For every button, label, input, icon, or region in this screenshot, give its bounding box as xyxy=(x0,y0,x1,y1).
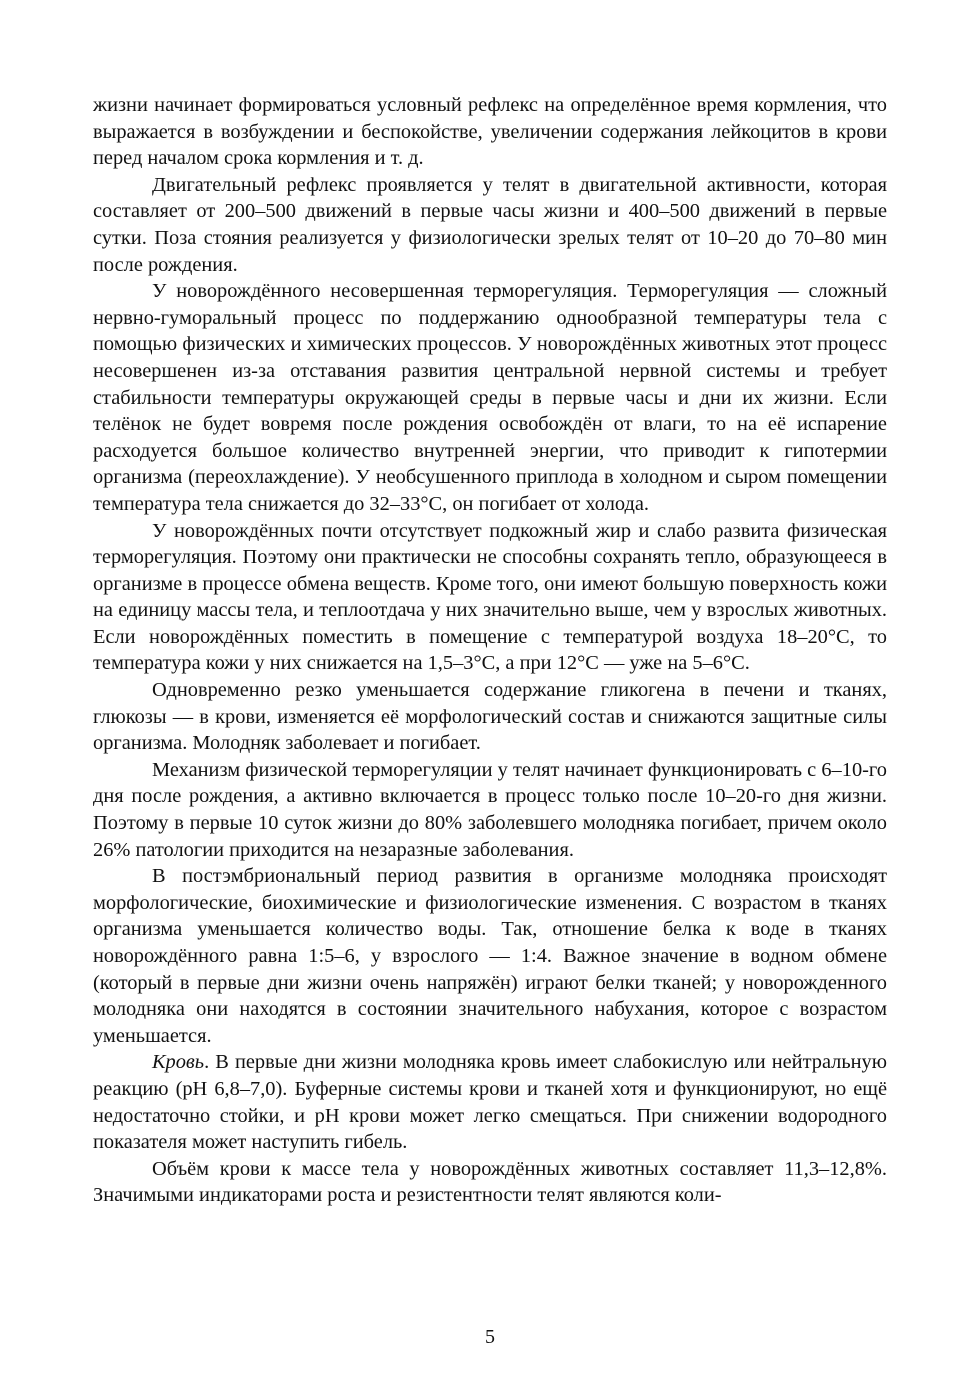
paragraph-glycogen: Одновременно резко уменьшается содержание гликогена в печени и тканях, глюкозы — в крови, изменяется её морфологический состав и снижаются защитные силы организма. Молодняк заболевает и погибает. xyxy=(93,679,887,755)
paragraph-thermoregulation: У новорождённого несовершенная терморегуляция. Терморегуляция — сложный нервно-гуморальный процесс по поддержанию однообразной температуры тела с помощью физических и химических процессов. У новорождённых животных этот процесс несовершенен из-за отставания развития центральной нервной системы и требует стабильности температуры окружающей среды в первые часы и дни их жизни. Если телёнок не будет вовремя после рождения освобождён от влаги, то на её испарение расходуется большое количество внутренней энергии, что приводит к гипотермии организма (переохлаждение). У необсушенного приплода в холодном и сыром помещении температура тела снижается до 32–33°С, он погибает от холода. xyxy=(93,280,887,515)
paragraph-motor-reflex: Двигательный рефлекс проявляется у телят в двигательной активности, которая составляет от 200–500 движений в первые часы жизни и 400–500 движений в первые сутки. Поза стояния реализуется у физиологически зрелых телят от 10–20 до 70–80 мин после рождения. xyxy=(93,173,887,276)
paragraph-postembryonic: В постэмбриональный период развития в организме молодняка происходят морфологические, биохимические и физиологические изменения. С возрастом в тканях организма уменьшается количество воды. Так, отношение белка к воде в тканях новорождённого равна 1:5–6, у взрослого — 1:4. Важное значение в водном обмене (который в первые дни жизни очень напряжён) играют белки тканей; у новорожденного молодняка они находятся в состоянии значительного набухания, которое с возрастом уменьшается. xyxy=(93,865,887,1047)
page-number: 5 xyxy=(485,1326,495,1348)
paragraph-blood-volume: Объём крови к массе тела у новорождённых животных составляет 11,3–12,8%. Значимыми индикаторами роста и резистентности телят являются коли- xyxy=(93,1157,887,1207)
blood-heading: Кровь xyxy=(152,1051,205,1074)
paragraph-continued: жизни начинает формироваться условный рефлекс на определённое время кормления, что выражается в возбуждении и беспокойстве, увеличении содержания лейкоцитов в крови перед началом срока кормления и т. д. xyxy=(93,94,887,170)
blood-text: . В первые дни жизни молодняка кровь имеет слабокислую или нейтральную реакцию (рН 6,8–7,0). Буферные системы крови и тканей хотя и функционируют, но ещё недостаточно стойки, и рН крови может легко смещаться. При снижении водородного показателя может наступить гибель. xyxy=(93,1051,887,1154)
paragraph-subcutaneous-fat: У новорождённых почти отсутствует подкожный жир и слабо развита физическая терморегуляция. Поэтому они практически не способны сохранять тепло, образующееся в организме в процессе обмена веществ. Кроме того, они имеют большую поверхность кожи на единицу массы тела, и теплоотдача у них значительно выше, чем у взрослых животных. Если новорождённых поместить в помещение с температурой воздуха 18–20°С, то температура кожи у них снижается на 1,5–3°С, а при 12°С — уже на 5–6°С. xyxy=(93,519,887,675)
body-text xyxy=(93,92,887,1209)
paragraph-blood xyxy=(93,1049,887,1155)
paragraph-mechanism: Механизм физической терморегуляции у телят начинает функционировать с 6–10-го дня после рождения, а активно включается в процесс только после 10–20-го дня жизни. Поэтому в первые 10 суток жизни до 80% заболевшего молодняка погибает, причем около 26% патологии приходится на незаразные заболевания. xyxy=(93,758,887,861)
